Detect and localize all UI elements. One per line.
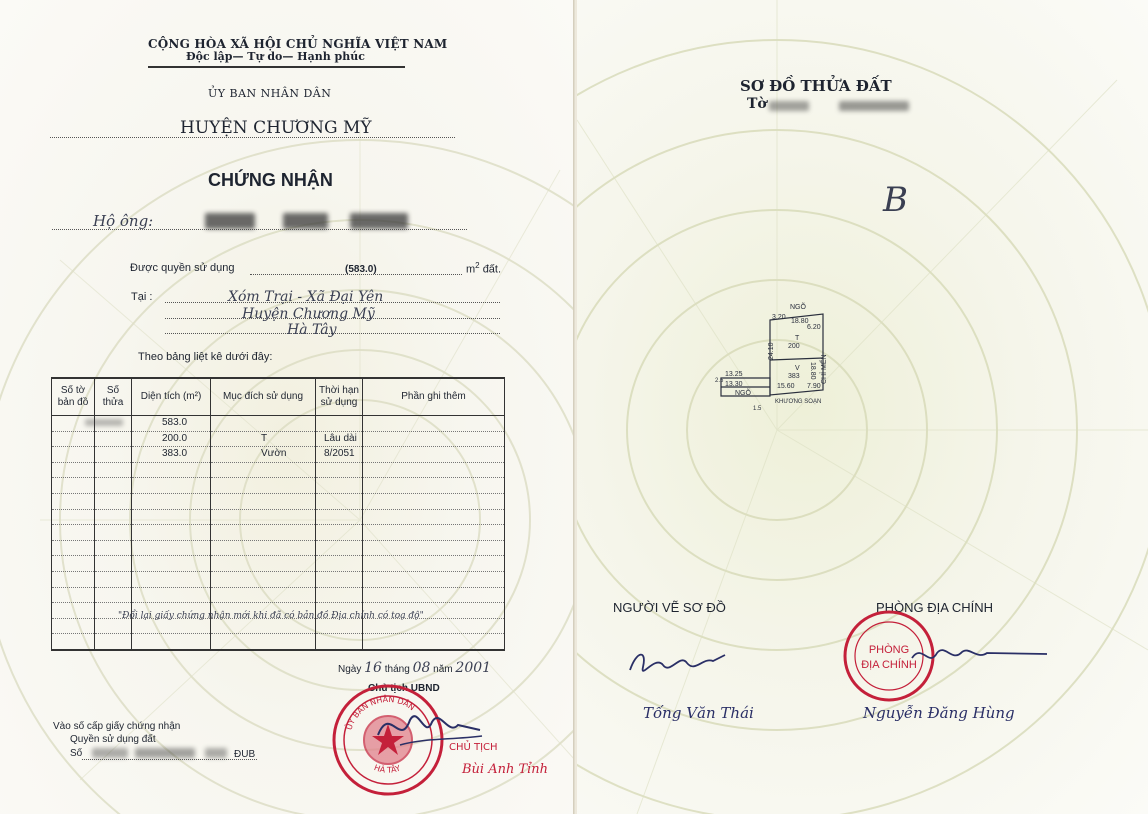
top-dim-3: 6.20: [807, 324, 821, 331]
cell-duration: [316, 587, 363, 603]
address-village: Xóm Trại - Xã Đại Yên: [228, 289, 384, 305]
cell-notes: [363, 416, 505, 432]
header-divider: [148, 66, 405, 68]
office-seal-line-2: ĐỊA CHÍNH: [861, 659, 917, 671]
chairman-name: Bùi Anh Tỉnh: [462, 762, 549, 777]
cell-notes: [363, 634, 505, 650]
drawer-signature: [625, 645, 735, 685]
national-motto: Độc lập— Tự do— Hạnh phúc: [186, 50, 365, 63]
cell-area: [132, 571, 211, 587]
cell-parcel-number: [95, 462, 132, 478]
registry-number-label: Số: [70, 748, 83, 759]
redacted-registry-2: [135, 748, 195, 758]
bottom-owner-label: KHƯƠNG SOẠN: [775, 399, 822, 405]
header-duration: Thời hạn sử dụng: [316, 378, 363, 416]
cell-duration: [316, 478, 363, 494]
cell-notes: [363, 493, 505, 509]
top-street-label: NGÕ: [790, 304, 806, 311]
cell-area: [132, 493, 211, 509]
cell-parcel-number: [95, 571, 132, 587]
table-row: [52, 540, 505, 556]
table-row: [52, 447, 505, 463]
cell-land-use: Vườn: [211, 447, 316, 463]
cell-duration: [316, 571, 363, 587]
cell-notes: [363, 447, 505, 463]
small-dim-1: 2.5: [715, 378, 724, 384]
signer-title: Chủ tịch UBND: [368, 683, 440, 694]
cell-parcel-number: [95, 431, 132, 447]
table-footnote: "Đổi lại giấy chứng nhận mới khi đã có bản đồ Địa chính có toạ độ": [118, 611, 424, 621]
table-row: [52, 571, 505, 587]
lower-lot-area: 383: [788, 373, 800, 380]
district-underline: [50, 137, 455, 138]
cell-parcel-number: [95, 540, 132, 556]
lower-lot-use: V: [795, 365, 800, 372]
area-value: (583.0): [345, 264, 377, 275]
sheet-label: Tờ: [747, 96, 767, 112]
cell-land-use: [211, 571, 316, 587]
redacted-registry-1: [92, 748, 128, 758]
registry-line-2: Quyền sử dụng đất: [70, 734, 156, 745]
location-label: Tại :: [131, 291, 153, 303]
cell-parcel-number: [95, 587, 132, 603]
cell-area: [132, 478, 211, 494]
registry-number-line: [82, 759, 257, 760]
table-row: [52, 634, 505, 650]
cell-parcel-number: [95, 493, 132, 509]
cell-notes: [363, 525, 505, 541]
cell-land-use: [211, 634, 316, 650]
cell-area: [132, 634, 211, 650]
right-page: [577, 0, 1148, 814]
chairman-role: CHỦ TỊCH: [449, 742, 498, 753]
seal-top-text: ỦY BAN NHÂN DÂN: [344, 694, 417, 732]
redacted-name-2: [283, 213, 328, 229]
cell-map-sheet: [52, 509, 95, 525]
redacted-name-3: [350, 213, 408, 229]
cell-area: [132, 587, 211, 603]
bottom-dim-3: 15.60: [777, 383, 795, 390]
cell-duration: [316, 525, 363, 541]
cell-land-use: [211, 462, 316, 478]
cell-land-use: [211, 493, 316, 509]
cell-duration: Lâu dài: [316, 431, 363, 447]
left-dim: 24.10: [768, 342, 775, 360]
address-province: Hà Tây: [287, 322, 337, 338]
header-land-use: Mục đích sử dụng: [211, 378, 316, 416]
table-intro: Theo bảng liệt kê dưới đây:: [138, 351, 273, 363]
cell-area: [132, 462, 211, 478]
redacted-name-1: [205, 213, 255, 229]
cell-map-sheet: [52, 447, 95, 463]
redacted-sheet-1: [769, 101, 809, 111]
table-row: [52, 525, 505, 541]
cell-land-use: [211, 540, 316, 556]
upper-lot-area: 200: [788, 343, 800, 350]
redacted-map-sheet: [85, 419, 123, 426]
cell-map-sheet: [52, 431, 95, 447]
map-title: SƠ ĐỒ THỬA ĐẤT: [740, 77, 892, 95]
table-row: [52, 556, 505, 572]
small-dim-2: 1.5: [753, 406, 762, 412]
cell-map-sheet: [52, 634, 95, 650]
issue-date: Ngày 16 tháng 08 năm 2001: [338, 660, 492, 676]
header-area: Diện tích (m²): [132, 378, 211, 416]
office-seal-line-1: PHÒNG: [868, 644, 910, 656]
cell-land-use: [211, 509, 316, 525]
cell-parcel-number: [95, 556, 132, 572]
cell-duration: [316, 416, 363, 432]
cell-map-sheet: [52, 525, 95, 541]
cell-parcel-number: [95, 634, 132, 650]
national-title: CỘNG HÒA XÃ HỘI CHỦ NGHĨA VIỆT NAM: [148, 37, 448, 51]
cell-map-sheet: [52, 571, 95, 587]
table-header-row: [52, 378, 505, 416]
plot-sketch: [715, 300, 845, 415]
cell-map-sheet: [52, 540, 95, 556]
cell-area: 200.0: [132, 431, 211, 447]
registry-line-1: Vào số cấp giấy chứng nhận: [53, 721, 181, 732]
cell-notes: [363, 431, 505, 447]
bottom-dim-1: 13.25: [725, 371, 743, 378]
address-district: Huyện Chương Mỹ: [242, 306, 375, 322]
cell-area: [132, 540, 211, 556]
cell-map-sheet: [52, 478, 95, 494]
table-row: [52, 462, 505, 478]
drawer-title: NGƯỜI VẼ SƠ ĐỒ: [613, 600, 726, 615]
redacted-sheet-2: [839, 101, 909, 111]
table-row: [52, 431, 505, 447]
cell-notes: [363, 556, 505, 572]
cell-parcel-number: [95, 447, 132, 463]
cell-map-sheet: [52, 462, 95, 478]
cell-area: 583.0: [132, 416, 211, 432]
cell-notes: [363, 478, 505, 494]
cell-map-sheet: [52, 618, 95, 634]
cell-duration: [316, 509, 363, 525]
table-row: [52, 478, 505, 494]
household-line: [52, 229, 467, 230]
cell-notes: [363, 571, 505, 587]
cell-area: [132, 525, 211, 541]
table-row: [52, 587, 505, 603]
map-mark: B: [883, 180, 908, 220]
cell-land-use: [211, 525, 316, 541]
cell-duration: [316, 462, 363, 478]
cell-map-sheet: [52, 493, 95, 509]
use-rights-label: Được quyền sử dụng: [130, 262, 235, 274]
cell-notes: [363, 540, 505, 556]
cell-map-sheet: [52, 587, 95, 603]
area-unit: $m^2$ đất.: [466, 261, 502, 276]
district-name: HUYỆN CHƯƠNG MỸ: [180, 118, 372, 138]
household-label: Hộ ông:: [93, 212, 154, 230]
cell-area: [132, 556, 211, 572]
drawer-name: Tống Văn Thái: [643, 704, 754, 722]
seal-bottom-text: HÀ TÂY: [372, 763, 402, 775]
cell-duration: [316, 634, 363, 650]
cell-notes: [363, 509, 505, 525]
cell-parcel-number: [95, 509, 132, 525]
cell-duration: [316, 540, 363, 556]
cell-notes: [363, 462, 505, 478]
office-signer-name: Nguyễn Đăng Hùng: [863, 704, 1015, 722]
cell-parcel-number: [95, 478, 132, 494]
top-dim-2: 18.80: [791, 318, 809, 325]
cell-notes: [363, 587, 505, 603]
cell-land-use: [211, 587, 316, 603]
header-notes: Phần ghi thêm: [363, 378, 505, 416]
bottom-street-label: NGÕ: [735, 390, 751, 397]
cell-land-use: T: [211, 431, 316, 447]
cell-duration: 8/2051: [316, 447, 363, 463]
certificate-title: CHỨNG NHẬN: [208, 170, 333, 190]
registry-suffix: ĐUB: [234, 749, 256, 760]
cell-map-sheet: [52, 556, 95, 572]
top-dim-1: 3.20: [772, 314, 786, 321]
bottom-dim-2: 13.30: [725, 381, 743, 388]
cell-duration: [316, 493, 363, 509]
cell-land-use: [211, 478, 316, 494]
header-map-sheet: Số tờ bản đồ: [52, 378, 95, 416]
right-dim: 18.80: [809, 362, 816, 380]
header-parcel-number: Số thửa: [95, 378, 132, 416]
upper-lot-use: T: [795, 335, 800, 342]
cell-duration: [316, 556, 363, 572]
cell-area: 383.0: [132, 447, 211, 463]
office-signature: [907, 638, 1057, 678]
office-title: PHÒNG ĐỊA CHÍNH: [876, 600, 994, 615]
redacted-registry-3: [205, 748, 227, 758]
table-row: [52, 509, 505, 525]
bottom-dim-4: 7.90: [807, 383, 821, 390]
cell-map-sheet: [52, 603, 95, 619]
committee-title: ỦY BAN NHÂN DÂN: [208, 87, 332, 100]
cell-land-use: [211, 556, 316, 572]
cell-area: [132, 509, 211, 525]
cell-land-use: [211, 416, 316, 432]
table-row: [52, 493, 505, 509]
right-owner-label: CHỈ MẾN: [821, 354, 828, 384]
cell-parcel-number: [95, 525, 132, 541]
